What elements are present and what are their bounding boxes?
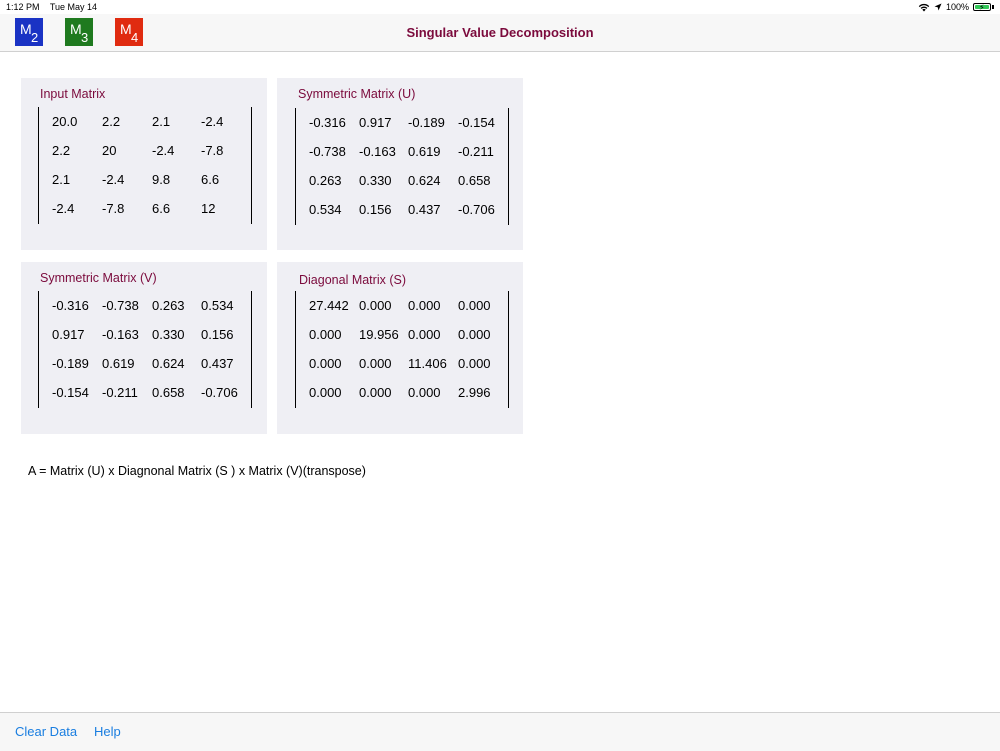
matrix-cell[interactable]: 20.0 (52, 114, 78, 129)
status-right (918, 0, 994, 14)
matrix-cell: 0.624 (408, 173, 441, 188)
matrix-cell: -0.706 (201, 385, 238, 400)
matrix-cell[interactable]: 20 (102, 143, 117, 158)
matrix-cell: 0.917 (52, 327, 85, 342)
matrix-cell: -0.154 (52, 385, 89, 400)
matrix-row (296, 356, 508, 376)
wifi-icon (918, 3, 930, 12)
matrix-row (39, 385, 251, 405)
matrix-cell: 27.442 (309, 298, 349, 313)
matrix-row (296, 202, 508, 222)
matrix-cell: 0.000 (408, 298, 441, 313)
matrix-cell: -0.316 (52, 298, 89, 313)
matrix-u-panel (277, 78, 523, 250)
matrix-s-panel (277, 262, 523, 434)
matrix-cell: 0.156 (359, 202, 392, 217)
svd-formula: A = Matrix (U) x Diagnonal Matrix (S ) x Matrix (V)(transpose) (28, 464, 366, 478)
status-time: 1:12 PM (6, 2, 40, 12)
matrix-cell: 0.619 (102, 356, 135, 371)
matrix-cell: 0.624 (152, 356, 185, 371)
matrix-row (39, 114, 251, 134)
matrix-cell: 0.000 (408, 385, 441, 400)
battery-charging-icon: ⚡ (973, 3, 991, 11)
matrix-v-panel (21, 262, 267, 434)
clear-data-button[interactable]: Clear Data (15, 724, 78, 739)
matrix-cell[interactable]: 2.2 (102, 114, 121, 129)
matrix-cell[interactable]: -7.8 (201, 143, 224, 158)
matrix-cell: -0.189 (408, 115, 445, 130)
panel-title: Symmetric Matrix (U) (298, 87, 416, 101)
matrix-button-subscript: 4 (131, 30, 139, 45)
matrix-row (39, 143, 251, 163)
matrix-cell: 0.658 (152, 385, 185, 400)
matrix-cell: -0.316 (309, 115, 346, 130)
status-left (6, 0, 105, 14)
matrix-u-grid (295, 108, 509, 225)
panel-title: Diagonal Matrix (S) (299, 273, 406, 287)
matrix-cell: 0.437 (408, 202, 441, 217)
matrix-cell: -0.738 (102, 298, 139, 313)
matrix-cell: 0.534 (201, 298, 234, 313)
location-arrow-icon (934, 3, 942, 11)
matrix-cell: 0.000 (458, 356, 491, 371)
page-title: Singular Value Decomposition (406, 25, 594, 40)
matrix-button-label: M (70, 21, 82, 37)
matrix-row (296, 144, 508, 164)
status-bar (0, 0, 1000, 14)
matrix-cell: 0.534 (309, 202, 342, 217)
matrix-row (39, 201, 251, 221)
matrix-cell: 0.000 (309, 356, 342, 371)
matrix-cell: 0.658 (458, 173, 491, 188)
matrix-cell: 0.000 (359, 385, 392, 400)
matrix-cell: 0.437 (201, 356, 234, 371)
matrix-cell: 0.619 (408, 144, 441, 159)
help-button[interactable]: Help (94, 724, 121, 739)
matrix-cell: -0.211 (102, 385, 138, 400)
matrix-cell: 0.000 (458, 298, 491, 313)
matrix-cell[interactable]: 9.8 (152, 172, 171, 187)
matrix-row (296, 298, 508, 318)
matrix-cell: -0.706 (458, 202, 495, 217)
matrix-cell: 0.156 (201, 327, 234, 342)
matrix-cell[interactable]: -7.8 (102, 201, 125, 216)
matrix-cell: -0.738 (309, 144, 346, 159)
matrix-cell: 0.000 (458, 327, 491, 342)
bottom-toolbar (0, 712, 1000, 751)
matrix-cell[interactable]: 6.6 (152, 201, 171, 216)
matrix-button-label: M (120, 21, 132, 37)
matrix-row (39, 298, 251, 318)
matrix-button-subscript: 2 (31, 30, 39, 45)
matrix-cell: 0.330 (152, 327, 185, 342)
battery-cap (992, 5, 994, 9)
matrix-cell: 0.263 (152, 298, 185, 313)
matrix-cell: -0.163 (102, 327, 139, 342)
matrix-row (39, 356, 251, 376)
matrix-cell: 0.330 (359, 173, 392, 188)
status-date: Tue May 14 (49, 2, 98, 12)
matrix-cell: 0.000 (408, 327, 441, 342)
matrix-row (296, 115, 508, 135)
matrix-s-grid (295, 291, 509, 408)
matrix-cell: 0.917 (359, 115, 392, 130)
matrix-cell[interactable]: 2.2 (52, 143, 71, 158)
battery-percent: 100% (945, 2, 969, 12)
matrix-cell: 0.000 (359, 298, 392, 313)
matrix-button-label: M (20, 21, 32, 37)
input-matrix-panel (21, 78, 267, 250)
matrix-cell[interactable]: 6.6 (201, 172, 220, 187)
matrix-cell[interactable]: -2.4 (152, 143, 175, 158)
matrix-row (39, 172, 251, 192)
matrix-cell[interactable]: -2.4 (52, 201, 75, 216)
panel-title: Input Matrix (40, 87, 106, 101)
matrix-cell[interactable]: 12 (201, 201, 216, 216)
nav-bar (0, 14, 1000, 52)
matrix-cell: 2.996 (458, 385, 491, 400)
matrix-row (296, 385, 508, 405)
matrix-cell: 19.956 (359, 327, 399, 342)
matrix-row (39, 327, 251, 347)
matrix-row (296, 173, 508, 193)
matrix-cell: 11.406 (408, 356, 447, 371)
matrix-cell: 0.000 (359, 356, 392, 371)
matrix-cell[interactable]: -2.4 (201, 114, 224, 129)
matrix-cell[interactable]: -2.4 (102, 172, 125, 187)
matrix-cell: 0.263 (309, 173, 342, 188)
matrix-cell: 0.000 (309, 327, 342, 342)
matrix-cell[interactable]: 2.1 (152, 114, 171, 129)
matrix-cell: -0.154 (458, 115, 495, 130)
matrix-cell[interactable]: 2.1 (52, 172, 71, 187)
panel-title: Symmetric Matrix (V) (40, 271, 157, 285)
matrix-cell: -0.189 (52, 356, 89, 371)
matrix-cell: 0.000 (309, 385, 342, 400)
matrix-button-subscript: 3 (81, 30, 89, 45)
matrix-v-grid (38, 291, 252, 408)
matrix-row (296, 327, 508, 347)
matrix-cell: -0.163 (359, 144, 396, 159)
input-matrix-grid (38, 107, 252, 224)
matrix-cell: -0.211 (458, 144, 494, 159)
